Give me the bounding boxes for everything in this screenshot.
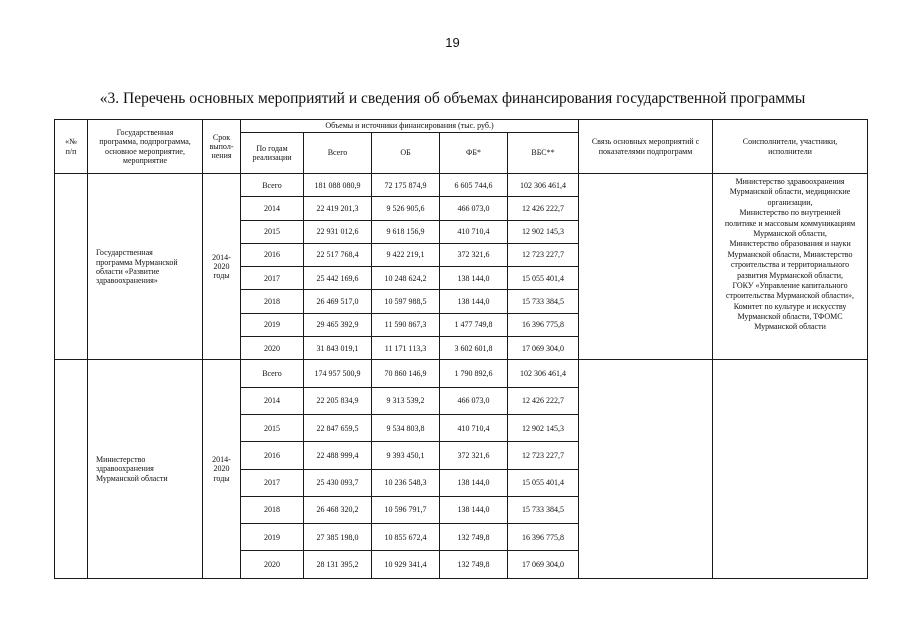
header-indicators-link (579, 120, 713, 174)
header-financing-volumes: Объемы и источники финансирования (тыс. руб.) (241, 120, 579, 133)
vbs-cell: 102 306 461,4 (508, 174, 579, 197)
executors-cell (713, 174, 868, 360)
ob-cell: 10 929 341,4 (372, 551, 440, 578)
text-line: годы (213, 473, 230, 483)
vbs-cell: 12 723 227,7 (508, 243, 579, 266)
year-cell: 2019 (241, 313, 304, 336)
vbs-cell: 12 723 227,7 (508, 442, 579, 469)
text-line: Министерство образования и науки (729, 239, 851, 249)
vbs-cell: 12 902 145,3 (508, 220, 579, 243)
year-cell: 2017 (241, 267, 304, 290)
text-line: 2014- (212, 455, 231, 465)
year-cell: 2014 (241, 387, 304, 414)
text-line: строительства Мурманской области», (725, 291, 855, 301)
text-line: ГОКУ «Управление капитального (732, 280, 848, 290)
fb-cell: 138 144,0 (440, 267, 508, 290)
ob-cell: 9 422 219,1 (372, 243, 440, 266)
text-line: Мурманской области (96, 473, 168, 483)
financing-table (54, 119, 868, 579)
total-cell: 26 468 320,2 (304, 496, 372, 523)
header-number (55, 120, 88, 174)
total-cell: 22 205 834,9 (304, 387, 372, 414)
total-cell: 31 843 019,1 (304, 337, 372, 360)
total-cell: 22 931 012,6 (304, 220, 372, 243)
text-line: области «Развитие (96, 266, 160, 276)
fb-cell: 6 605 744,6 (440, 174, 508, 197)
text-line: Министерство здравоохранения (735, 177, 845, 186)
year-cell: 2015 (241, 414, 304, 441)
vbs-cell: 17 069 304,0 (508, 337, 579, 360)
page-number: 19 (445, 35, 460, 50)
year-cell: Всего (241, 360, 304, 387)
text-line: показателями подпрограмм (598, 146, 693, 156)
ob-cell: 10 248 624,2 (372, 267, 440, 290)
ob-cell: 10 597 988,5 (372, 290, 440, 313)
total-cell: 22 517 768,4 (304, 243, 372, 266)
text-line: 2014- (212, 252, 231, 262)
row-number-cell (55, 174, 88, 360)
total-cell: 25 442 169,6 (304, 267, 372, 290)
text-line: Соисполнители, участники, (742, 137, 838, 147)
fb-cell: 138 144,0 (440, 469, 508, 496)
fb-cell: 1 790 892,6 (440, 360, 508, 387)
fb-cell: 132 749,8 (440, 524, 508, 551)
fb-cell: 132 749,8 (440, 551, 508, 578)
text-line: По годам (256, 143, 288, 153)
year-cell: 2018 (241, 496, 304, 523)
total-cell: 29 465 392,9 (304, 313, 372, 336)
text-line: годы (213, 271, 230, 281)
header-total: Всего (304, 133, 372, 174)
fb-cell: 466 073,0 (440, 197, 508, 220)
year-cell: 2016 (241, 442, 304, 469)
ob-cell: 11 590 867,3 (372, 313, 440, 336)
ob-cell: 70 860 146,9 (372, 360, 440, 387)
text-line: выпол- (209, 141, 234, 151)
year-cell: 2020 (241, 337, 304, 360)
text-line: Мурманской области, (753, 228, 827, 238)
year-cell: 2018 (241, 290, 304, 313)
section-heading: «3. Перечень основных мероприятий и сведения об объемах финансирования государственной программы (99, 90, 806, 107)
text-line: «№ (65, 137, 77, 147)
year-cell: 2015 (241, 220, 304, 243)
program-name-cell (88, 174, 203, 360)
ob-cell: 9 534 803,8 (372, 414, 440, 441)
text-line: Государственная (116, 128, 174, 138)
term-cell (203, 360, 241, 578)
fb-cell: 466 073,0 (440, 387, 508, 414)
text-line: основное мероприятие, (105, 146, 185, 156)
text-line: Министерство по внутренней (739, 208, 841, 218)
header-fb: ФБ* (440, 133, 508, 174)
ob-cell: 11 171 113,3 (372, 337, 440, 360)
ob-cell: 72 175 874,9 (372, 174, 440, 197)
indicators-link-cell (579, 360, 713, 578)
text-line: развития Мурманской области, (737, 270, 843, 280)
text-line: здравоохранения (96, 464, 154, 474)
total-cell: 22 488 999,4 (304, 442, 372, 469)
text-line: программа, подпрограмма, (99, 137, 191, 147)
total-cell: 22 419 201,3 (304, 197, 372, 220)
fb-cell: 410 710,4 (440, 220, 508, 243)
year-cell: 2017 (241, 469, 304, 496)
header-program (88, 120, 203, 174)
ob-cell: 9 526 905,6 (372, 197, 440, 220)
header-years (241, 133, 304, 174)
fb-cell: 1 477 749,8 (440, 313, 508, 336)
text-line: Мурманской области, медицинские (729, 187, 851, 197)
fb-cell: 138 144,0 (440, 290, 508, 313)
text-line: организации, (767, 197, 813, 207)
text-line: п/п (65, 146, 77, 156)
ob-cell: 9 393 450,1 (372, 442, 440, 469)
text-line: Министерство (96, 455, 146, 465)
year-cell: Всего (241, 174, 304, 197)
text-line: Срок (212, 132, 231, 142)
ob-cell: 10 236 548,3 (372, 469, 440, 496)
header-term (203, 120, 241, 174)
executors-cell (713, 360, 868, 578)
text-line: Государственная (96, 248, 153, 258)
total-cell: 181 088 080,9 (304, 174, 372, 197)
term-cell (203, 174, 241, 360)
vbs-cell: 12 902 145,3 (508, 414, 579, 441)
vbs-cell: 15 733 384,5 (508, 496, 579, 523)
text-line: Мурманской области, ТФОМС (737, 312, 843, 322)
table-row (55, 360, 868, 387)
total-cell: 174 957 500,9 (304, 360, 372, 387)
total-cell: 27 385 198,0 (304, 524, 372, 551)
fb-cell: 3 602 601,8 (440, 337, 508, 360)
indicators-link-cell (579, 174, 713, 360)
text-line: строительства и территориального (730, 260, 850, 270)
year-cell: 2020 (241, 551, 304, 578)
text-line: программа Мурманской (96, 257, 178, 267)
vbs-cell: 16 396 775,8 (508, 524, 579, 551)
total-cell: 26 469 517,0 (304, 290, 372, 313)
text-line: Мурманской области, Министерство (727, 249, 853, 259)
text-line: политике и массовым коммуникациям (724, 218, 856, 228)
text-line: Мурманской области (754, 322, 826, 332)
ob-cell: 10 596 791,7 (372, 496, 440, 523)
vbs-cell: 12 426 222,7 (508, 387, 579, 414)
vbs-cell: 102 306 461,4 (508, 360, 579, 387)
vbs-cell: 17 069 304,0 (508, 551, 579, 578)
text-line: мероприятие (122, 155, 168, 165)
header-ob: ОБ (372, 133, 440, 174)
ob-cell: 9 313 539,2 (372, 387, 440, 414)
vbs-cell: 15 733 384,5 (508, 290, 579, 313)
fb-cell: 138 144,0 (440, 496, 508, 523)
text-line: 2020 (213, 262, 230, 272)
vbs-cell: 12 426 222,7 (508, 197, 579, 220)
year-cell: 2016 (241, 243, 304, 266)
total-cell: 25 430 093,7 (304, 469, 372, 496)
financing-table-body (55, 174, 868, 579)
text-line: 2020 (213, 464, 230, 474)
year-cell: 2019 (241, 524, 304, 551)
text-line: Связь основных мероприятий с (591, 137, 700, 147)
year-cell: 2014 (241, 197, 304, 220)
vbs-cell: 16 396 775,8 (508, 313, 579, 336)
program-name-cell (88, 360, 203, 578)
fb-cell: 372 321,6 (440, 442, 508, 469)
ob-cell: 9 618 156,9 (372, 220, 440, 243)
fb-cell: 372 321,6 (440, 243, 508, 266)
total-cell: 28 131 395,2 (304, 551, 372, 578)
text-line: здравоохранения» (96, 275, 158, 285)
text-line: исполнители (768, 146, 812, 156)
text-line: реализации (252, 153, 292, 162)
table-row (55, 174, 868, 197)
row-number-cell (55, 360, 88, 578)
text-line: нения (211, 151, 232, 161)
total-cell: 22 847 659,5 (304, 414, 372, 441)
text-line: Комитет по культуре и искусству (733, 301, 847, 311)
header-vbs: ВБС** (508, 133, 579, 174)
fb-cell: 410 710,4 (440, 414, 508, 441)
vbs-cell: 15 055 401,4 (508, 469, 579, 496)
header-executors (713, 120, 868, 174)
vbs-cell: 15 055 401,4 (508, 267, 579, 290)
ob-cell: 10 855 672,4 (372, 524, 440, 551)
